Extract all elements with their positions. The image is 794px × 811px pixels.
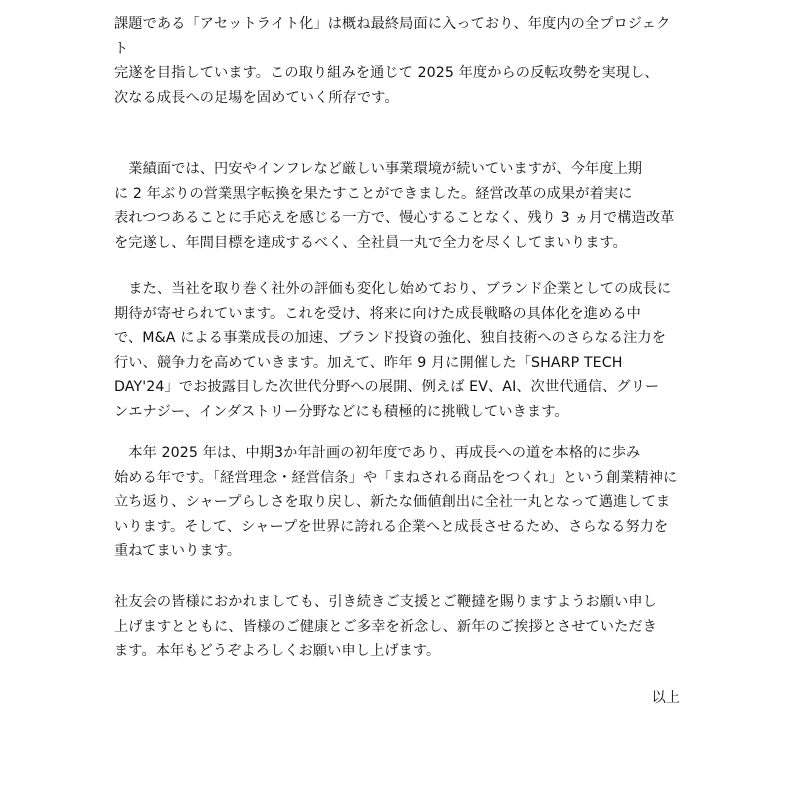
closing-mark: 以上: [651, 690, 680, 706]
paragraph-closing-greeting: 社友会の皆様におかれましても、引き続きご支援とご鞭撻を賜りますようお願い申し 上げますとともに、皆様のご健康とご多幸を祈念し、新年のご挨拶とさせていただき ます。本年もどうぞよろしくお願い申し上げます。: [114, 594, 657, 659]
paragraph-business-results: 業績面では、円安やインフレなど厳しい事業環境が続いていますが、今年度上期 に 2 年ぶりの営業黒字転換を果たすことができました。経営改革の成果が着実に 表れつつあることに手応えを感じる一方で、慢心することなく、残り 3 ヵ月で構造改革 を完遂し、年間目標を達成するべく、全社員一丸で全力を尽くしてまいります。: [114, 161, 675, 251]
paragraph-asset-light: 課題である「アセットライト化」は概ね最終局面に入っており、年度内の全プロジェクト 完遂を目指しています。この取り組みを通じて 2025 年度からの反転攻勢を実現し、 次なる成長への足場を固めていく所存です。: [114, 16, 671, 106]
paragraph-growth-strategy: また、当社を取り巻く社外の評価も変化し始めており、ブランド企業としての成長に 期待が寄せられています。これを受け、将来に向けた成長戦略の具体化を進める中 で、M&A による事業成長の加速、ブランド投資の強化、独自技術へのさらなる注力を 行い、競争力を高めていきます。加えて、昨年 9 月に開催した「SHARP TECH DAY'24」でお披露目した次世代分野への展開、例えば EV、AI、次世代通信、グリー ンエナジー、インダストリー分野などにも積極的に挑戦していきます。: [114, 281, 672, 420]
paragraph-year-2025: 本年 2025 年は、中期3か年計画の初年度であり、再成長への道を本格的に歩み 始める年です。「経営理念・経営信条」や「まねされる商品をつくれ」という創業精神に 立ち返り、シャープらしさを取り戻し、新たな価値創出に全社一丸となって邁進してま いります。そして、シャープを世界に誇れる企業へと成長させるため、さらなる努力を 重ねてまいります。: [114, 445, 678, 559]
